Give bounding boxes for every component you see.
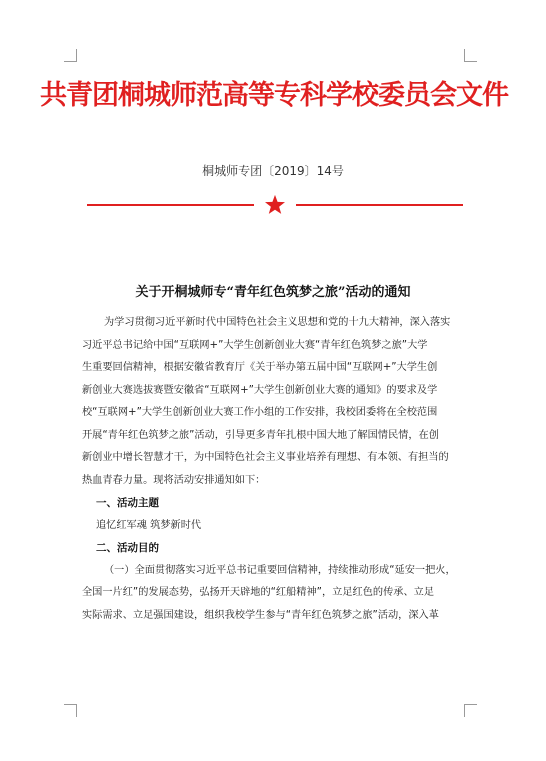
section-heading-purpose: 二、活动目的 (96, 542, 159, 554)
red-divider (87, 194, 463, 218)
page-corner-mark-top-right (464, 49, 477, 62)
paragraph-line: 新创业中增长智慧才干，为中国特色社会主义事业培养有理想、有本领、有担当的 (82, 452, 449, 463)
notice-body (82, 312, 466, 627)
paragraph-line: 新创业大赛选拔赛暨安徽省“互联网+”大学生创新创业大赛的通知》的要求及学 (82, 384, 438, 396)
paragraph-line: 实际需求、立足强国建设，组织我校学生参与“青年红色筑梦之旅”活动，深入革 (82, 609, 439, 621)
page-corner-mark-bottom-right (464, 704, 477, 717)
section-heading-theme: 一、活动主题 (96, 497, 159, 509)
paragraph-line: 热血青春力量。现将活动安排通知如下： (82, 474, 266, 486)
page-corner-mark-bottom-left (64, 704, 77, 717)
paragraph-line: 生重要回信精神，根据安徽省教育厅《关于举办第五届中国“互联网+”大学生创 (82, 362, 438, 373)
document-number: 桐城师专团〔2019〕14号 (202, 164, 344, 178)
paragraph-line: 习近平总书记给中国“互联网+”大学生创新创业大赛“青年红色筑梦之旅”大学 (82, 339, 428, 351)
page-corner-mark-top-left (64, 49, 77, 62)
section-text-theme: 追忆红军魂 筑梦新时代 (96, 519, 202, 531)
document-masthead: 共青团桐城师范高等专科学校委员会文件 (40, 80, 508, 111)
star-icon (264, 194, 286, 216)
paragraph-line: 校“互联网+”大学生创新创业大赛工作小组的工作安排，我校团委将在全校范围 (82, 407, 438, 418)
divider-line-right (296, 204, 463, 206)
paragraph-line: 开展“青年红色筑梦之旅”活动，引导更多青年扎根中国大地了解国情民情，在创 (82, 429, 439, 441)
paragraph-line: 全国一片红”的发展态势，弘扬开天辟地的“红船精神”，立足红色的传承、立足 (82, 587, 435, 598)
divider-line-left (87, 204, 254, 206)
notice-title: 关于开桐城师专“青年红色筑梦之旅”活动的通知 (135, 285, 411, 300)
paragraph-line: （一）全面贯彻落实习近平总书记重要回信精神，持续推动形成“延安一把火， (104, 564, 456, 576)
paragraph-line: 为学习贯彻习近平新时代中国特色社会主义思想和党的十九大精神，深入落实 (104, 317, 451, 328)
